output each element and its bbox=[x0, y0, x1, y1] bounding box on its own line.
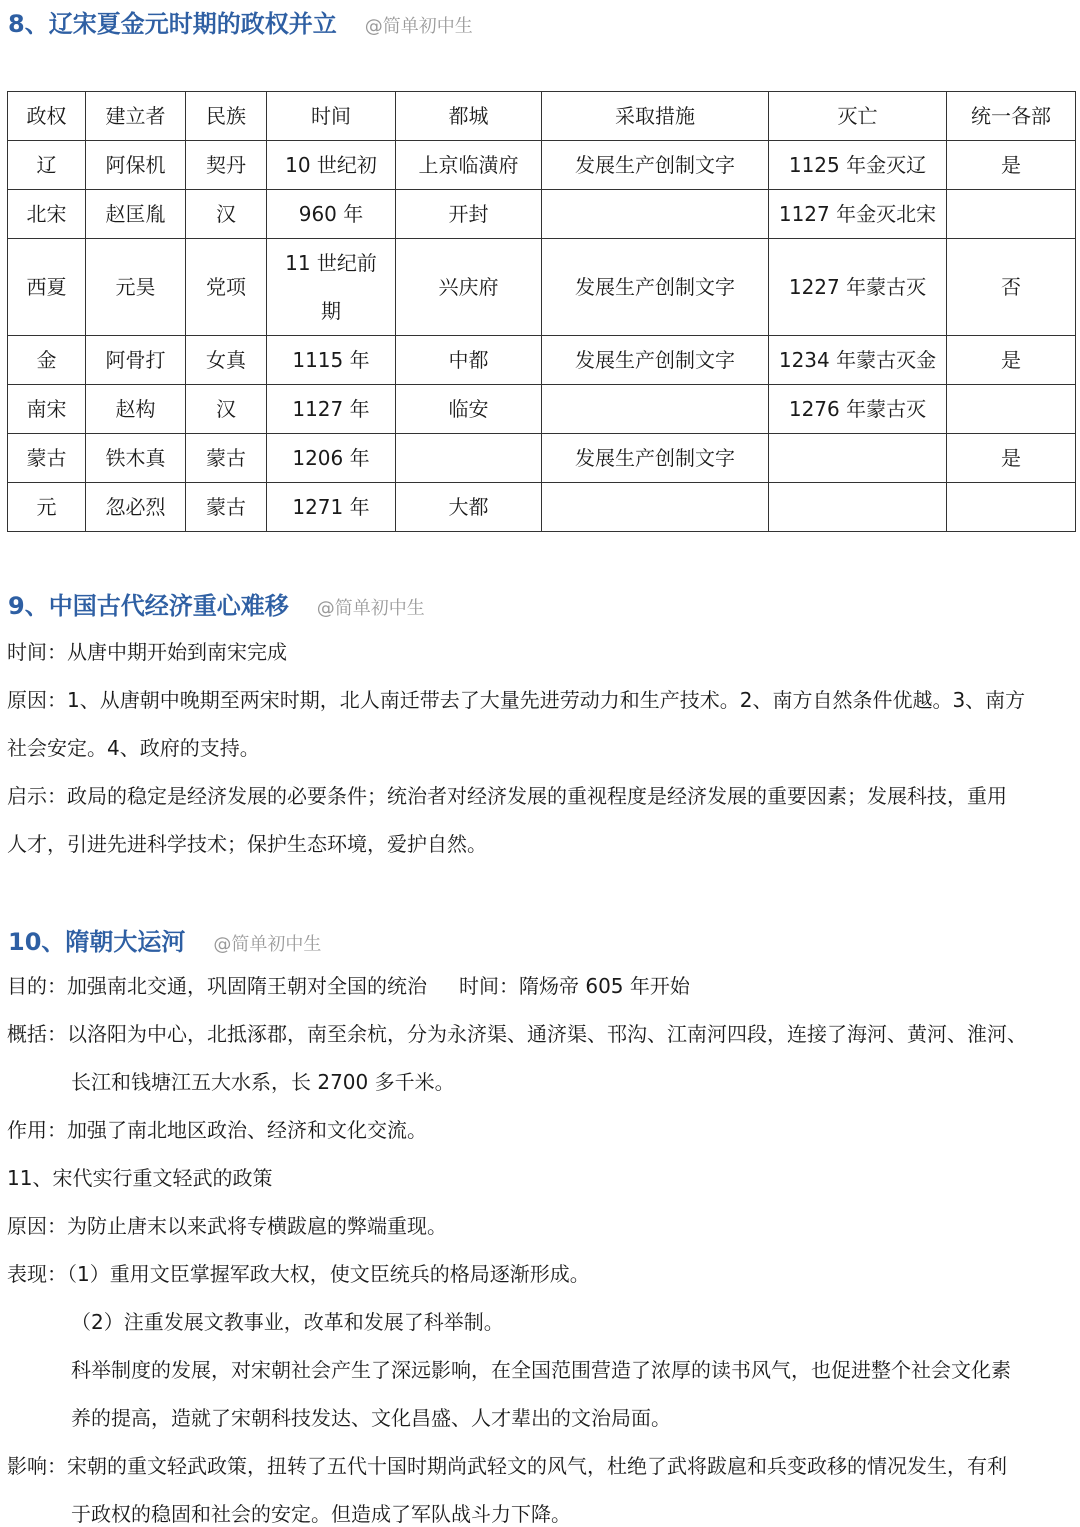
table-cell: 契丹 bbox=[186, 141, 267, 190]
table-cell: 1271 年 bbox=[267, 483, 396, 532]
section-9-title: 9、中国古代经济重心难移 bbox=[8, 592, 289, 620]
table-cell bbox=[769, 434, 947, 483]
table-cell: 党项 bbox=[186, 239, 267, 336]
s11-impact-line2: 于政权的稳固和社会的安定。但造成了军队战斗力下降。 bbox=[71, 1502, 571, 1526]
section-8-title: 8、辽宋夏金元时期的政权并立 bbox=[8, 10, 337, 38]
table-cell: 发展生产创制文字 bbox=[542, 141, 769, 190]
section-9-heading bbox=[8, 586, 425, 621]
table-cell: 是 bbox=[947, 434, 1076, 483]
table-cell: 发展生产创制文字 bbox=[542, 239, 769, 336]
table-cell: 10 世纪初 bbox=[267, 141, 396, 190]
s10-summary-line1: 概括：以洛阳为中心，北抵涿郡，南至余杭，分为永济渠、通济渠、邗沟、江南河四段，连接了海河、黄河、淮河、 bbox=[7, 1022, 1027, 1046]
table-header-cell: 统一各部 bbox=[947, 92, 1076, 141]
table-cell: 1127 年 bbox=[267, 385, 396, 434]
table-cell: 1227 年蒙古灭 bbox=[769, 239, 947, 336]
table-cell: 中都 bbox=[396, 336, 542, 385]
table-cell bbox=[542, 385, 769, 434]
table-cell: 1115 年 bbox=[267, 336, 396, 385]
section-10-watermark: @简单初中生 bbox=[213, 934, 322, 955]
table-cell: 元昊 bbox=[86, 239, 186, 336]
table-header-cell: 采取措施 bbox=[542, 92, 769, 141]
s11-show3-line2: 养的提高，造就了宋朝科技发达、文化昌盛、人才辈出的文治局面。 bbox=[71, 1406, 671, 1430]
s10-time: 时间：隋炀帝 605 年开始 bbox=[459, 974, 690, 998]
table-cell: 铁木真 bbox=[86, 434, 186, 483]
table-header-cell: 灭亡 bbox=[769, 92, 947, 141]
table-cell: 蒙古 bbox=[186, 483, 267, 532]
s9-insight-line1: 启示：政局的稳定是经济发展的必要条件；统治者对经济发展的重视程度是经济发展的重要因素；发展科技，重用 bbox=[7, 784, 1007, 808]
table-cell bbox=[947, 483, 1076, 532]
table-cell: 蒙古 bbox=[8, 434, 86, 483]
table-cell: 阿保机 bbox=[86, 141, 186, 190]
s11-show3-line1: 科举制度的发展，对宋朝社会产生了深远影响，在全国范围营造了浓厚的读书风气，也促进整个社会文化素 bbox=[71, 1358, 1011, 1382]
table-cell: 赵匡胤 bbox=[86, 190, 186, 239]
s9-reason-line2: 社会安定。4、政府的支持。 bbox=[7, 736, 260, 760]
section-8-heading bbox=[8, 4, 473, 39]
s10-effect: 作用：加强了南北地区政治、经济和文化交流。 bbox=[7, 1118, 427, 1142]
table-cell: 11 世纪前期 bbox=[267, 239, 396, 336]
table-cell: 960 年 bbox=[267, 190, 396, 239]
table-cell: 是 bbox=[947, 141, 1076, 190]
table-cell bbox=[947, 385, 1076, 434]
table-cell: 阿骨打 bbox=[86, 336, 186, 385]
table-cell: 临安 bbox=[396, 385, 542, 434]
table-row bbox=[8, 190, 1076, 239]
table-cell: 汉 bbox=[186, 190, 267, 239]
table-cell: 是 bbox=[947, 336, 1076, 385]
s11-impact-line1: 影响：宋朝的重文轻武政策，扭转了五代十国时期尚武轻文的风气，杜绝了武将跋扈和兵变政移的情况发生，有利 bbox=[7, 1454, 1007, 1478]
section-11-title: 11、宋代实行重文轻武的政策 bbox=[7, 1166, 273, 1190]
table-header-cell: 都城 bbox=[396, 92, 542, 141]
table-cell: 1127 年金灭北宋 bbox=[769, 190, 947, 239]
table-cell: 否 bbox=[947, 239, 1076, 336]
table-cell bbox=[947, 190, 1076, 239]
table-cell: 1276 年蒙古灭 bbox=[769, 385, 947, 434]
table-cell bbox=[542, 190, 769, 239]
table-cell: 兴庆府 bbox=[396, 239, 542, 336]
table-cell: 忽必烈 bbox=[86, 483, 186, 532]
table-row bbox=[8, 141, 1076, 190]
s9-time: 时间：从唐中期开始到南宋完成 bbox=[7, 640, 287, 664]
table-cell: 1206 年 bbox=[267, 434, 396, 483]
table-cell: 蒙古 bbox=[186, 434, 267, 483]
table-row bbox=[8, 239, 1076, 336]
table-cell bbox=[396, 434, 542, 483]
regimes-table bbox=[7, 91, 1076, 532]
table-cell: 1125 年金灭辽 bbox=[769, 141, 947, 190]
table-cell: 赵构 bbox=[86, 385, 186, 434]
table-row bbox=[8, 483, 1076, 532]
s10-summary-line2: 长江和钱塘江五大水系，长 2700 多千米。 bbox=[71, 1070, 455, 1094]
table-cell: 南宋 bbox=[8, 385, 86, 434]
table-cell: 发展生产创制文字 bbox=[542, 336, 769, 385]
table-header-cell: 时间 bbox=[267, 92, 396, 141]
s11-show1: 表现：（1）重用文臣掌握军政大权，使文臣统兵的格局逐渐形成。 bbox=[7, 1262, 590, 1286]
section-8-watermark: @简单初中生 bbox=[364, 16, 473, 37]
table-cell: 女真 bbox=[186, 336, 267, 385]
section-9-watermark: @简单初中生 bbox=[316, 598, 425, 619]
table-row bbox=[8, 434, 1076, 483]
table-cell: 大都 bbox=[396, 483, 542, 532]
table-row bbox=[8, 336, 1076, 385]
table-cell: 开封 bbox=[396, 190, 542, 239]
table-header-row bbox=[8, 92, 1076, 141]
table-cell: 北宋 bbox=[8, 190, 86, 239]
s10-purpose-time bbox=[7, 970, 690, 999]
table-header-cell: 民族 bbox=[186, 92, 267, 141]
table-cell: 发展生产创制文字 bbox=[542, 434, 769, 483]
table-cell bbox=[542, 483, 769, 532]
section-10-title: 10、隋朝大运河 bbox=[8, 928, 186, 956]
table-cell: 上京临潢府 bbox=[396, 141, 542, 190]
section-10-heading bbox=[8, 922, 321, 957]
table-cell: 汉 bbox=[186, 385, 267, 434]
s11-show2: （2）注重发展文教事业，改革和发展了科举制。 bbox=[71, 1310, 504, 1334]
table-cell bbox=[769, 483, 947, 532]
s9-insight-line2: 人才，引进先进科学技术；保护生态环境，爱护自然。 bbox=[7, 832, 487, 856]
table-cell: 1234 年蒙古灭金 bbox=[769, 336, 947, 385]
s9-reason-line1: 原因：1、从唐朝中晚期至两宋时期，北人南迁带去了大量先进劳动力和生产技术。2、南方自然条件优越。3、南方 bbox=[7, 688, 1026, 712]
table-header-cell: 建立者 bbox=[86, 92, 186, 141]
table-cell: 辽 bbox=[8, 141, 86, 190]
s11-reason: 原因：为防止唐末以来武将专横跋扈的弊端重现。 bbox=[7, 1214, 447, 1238]
table-cell: 金 bbox=[8, 336, 86, 385]
s10-purpose: 目的：加强南北交通，巩固隋王朝对全国的统治 bbox=[7, 974, 427, 998]
table-cell: 西夏 bbox=[8, 239, 86, 336]
table-row bbox=[8, 385, 1076, 434]
table-cell: 元 bbox=[8, 483, 86, 532]
table-header-cell: 政权 bbox=[8, 92, 86, 141]
